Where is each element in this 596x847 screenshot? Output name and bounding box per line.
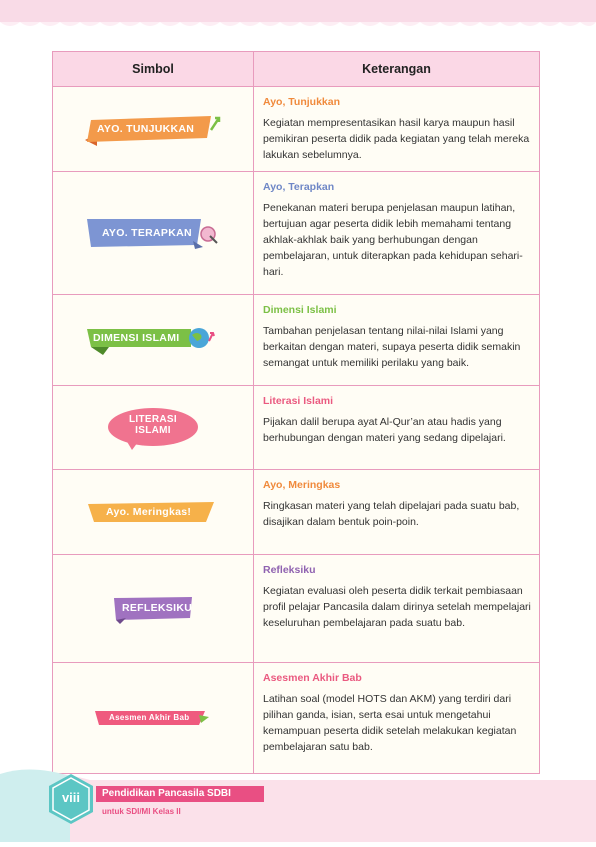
description-cell (254, 295, 539, 385)
header-symbol: Simbol (53, 52, 254, 86)
table-row (53, 663, 539, 773)
table-row (53, 470, 539, 555)
symbol-table (52, 51, 540, 774)
table-row (53, 295, 539, 386)
row-description: Penekanan materi berupa penjelasan maupun latihan, bertujuan agar peserta didik lebih memahami tentang akhlak-akhlak baik yang berhubungan dengan pembelajaran, untuk diterapkan pada kehidupan sehari-hari. (263, 202, 523, 278)
row-title: Literasi Islami (263, 395, 334, 407)
badge-label: DIMENSI ISLAMI (93, 332, 180, 344)
badge-refleksiku (112, 594, 194, 624)
row-description: Pijakan dalil berupa ayat Al-Qur’an atau hadis yang berhubungan dengan materi yang sedang dipelajari. (263, 416, 506, 444)
row-description: Kegiatan mempresentasikan hasil karya maupun hasil pemikiran peserta didik pada kegiatan yang telah mereka lakukan sebelumnya. (263, 117, 530, 161)
row-title: Dimensi Islami (263, 304, 337, 316)
symbol-cell (53, 295, 254, 385)
badge-literasi-islami (106, 406, 200, 450)
row-title: Ayo, Meringkas (263, 479, 341, 491)
row-description: Kegiatan evaluasi oleh peserta didik terkait pembiasaan profil pelajar Pancasila dalam dirinya setelah mempelajari keseluruhan pembelajaran pada suatu bab. (263, 585, 531, 629)
badge-dimensi-islami (83, 323, 223, 357)
symbol-cell (53, 663, 254, 773)
description-cell (254, 386, 539, 469)
badge-label: AYO. TERAPKAN (102, 227, 192, 239)
row-title: Refleksiku (263, 564, 316, 576)
row-description: Tambahan penjelasan tentang nilai-nilai Islami yang berkaitan dengan materi, supaya peserta didik semakin semangat untuk memiliki perilaku yang baik. (263, 325, 521, 369)
row-title: Ayo, Tunjukkan (263, 96, 341, 108)
row-description: Latihan soal (model HOTS dan AKM) yang terdiri dari pilihan ganda, isian, serta esai untuk mengetahui kemampuan peserta didik setelah melakukan kegiatan pembelajaran satu bab. (263, 693, 517, 753)
book-subtitle: untuk SDI/MI Kelas II (102, 807, 181, 816)
badge-label: AYO. TUNJUKKAN (97, 123, 195, 135)
description-cell (254, 663, 539, 773)
description-cell (254, 470, 539, 554)
table-row (53, 555, 539, 663)
header-description: Keterangan (362, 62, 431, 76)
symbol-cell (53, 87, 254, 171)
table-header (53, 52, 539, 87)
symbol-cell (53, 172, 254, 294)
page-number: viii (61, 790, 81, 805)
badge-label: Asesmen Akhir Bab (109, 713, 190, 722)
description-cell (254, 87, 539, 171)
row-title: Ayo, Terapkan (263, 181, 335, 193)
badge-ayo-meringkas (88, 498, 218, 526)
badge-ayo-tunjukkan (83, 112, 223, 146)
symbol-cell (53, 386, 254, 469)
book-title: Pendidikan Pancasila SDBI (96, 786, 264, 802)
description-cell (254, 555, 539, 662)
table-row (53, 87, 539, 172)
symbol-cell (53, 470, 254, 554)
top-decoration (0, 0, 596, 34)
symbol-cell (53, 555, 254, 662)
table-row (53, 172, 539, 295)
badge-asesmen-akhir-bab (95, 707, 211, 729)
badge-label: LITERASI ISLAMI (129, 413, 177, 436)
badge-ayo-terapkan (83, 215, 223, 251)
row-title: Asesmen Akhir Bab (263, 672, 362, 684)
description-cell (254, 172, 539, 294)
badge-label: Ayo. Meringkas! (106, 506, 192, 518)
row-description: Ringkasan materi yang telah dipelajari pada suatu bab, disajikan dalam bentuk poin-poin. (263, 500, 520, 528)
badge-label: REFLEKSIKU (122, 601, 193, 614)
table-row (53, 386, 539, 470)
